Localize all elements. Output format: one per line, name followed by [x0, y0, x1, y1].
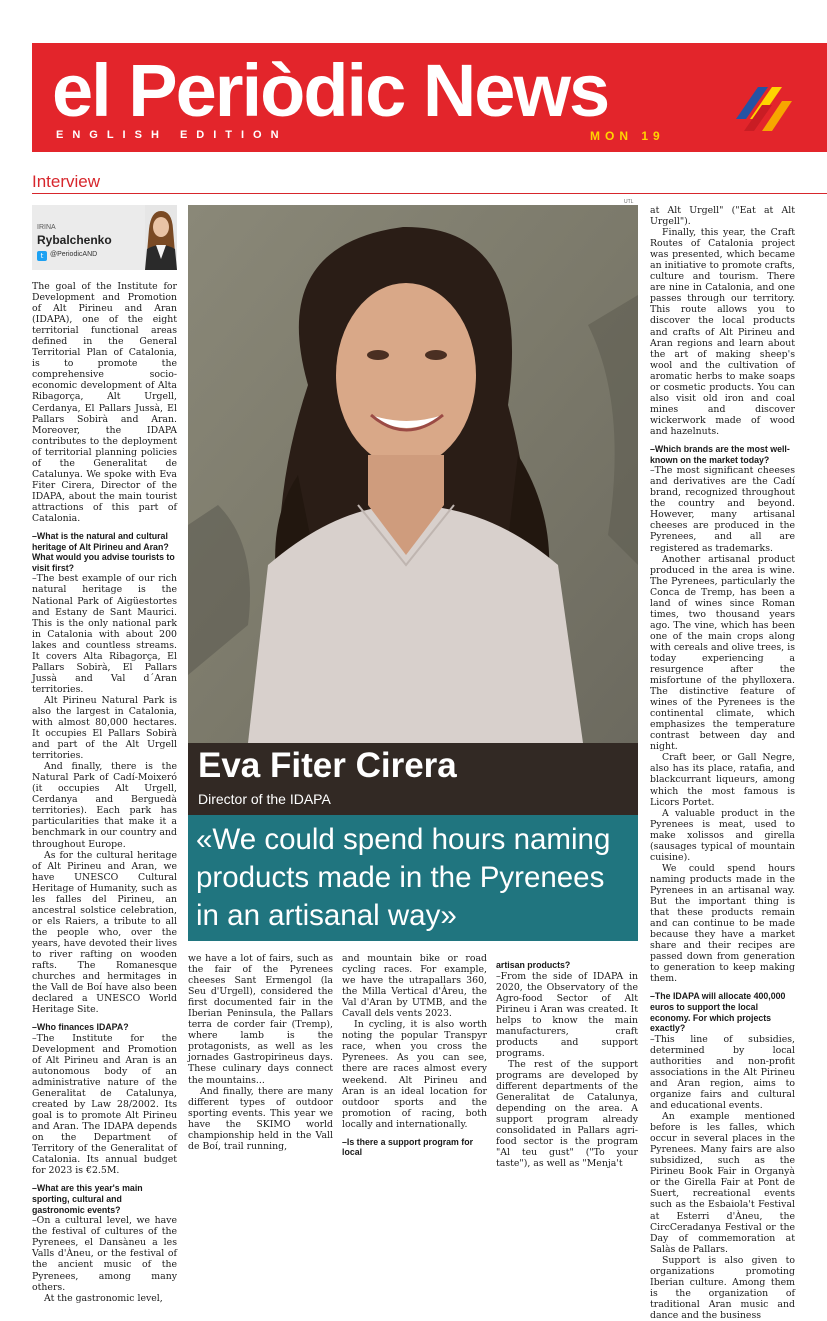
- author-handle[interactable]: @PeriodicAND: [50, 251, 98, 258]
- paragraph: at Alt Urgell" ("Eat at Alt Urgell").: [650, 205, 795, 228]
- masthead-date: MON 19: [590, 129, 665, 143]
- paragraph: An example mentioned before is les falles, which occur in several places in the Pyrenees. Many fairs are also subsidized, such as the Pirineu Book Fair in Organyà or the Girella Fair at Pont de Suert, recreational events such as the Esbaiola't Festival at Esterri d'Àneu, the CircCeradanya Festival or the Day of commemoration at Salàs de Pallars.: [650, 1111, 795, 1255]
- paragraph: A valuable product in the Pyrenees is meat, used to make xolissos and girella (sausages typical of mountain cuisine).: [650, 807, 795, 863]
- masthead-title: el Periòdic News: [52, 49, 609, 132]
- paragraph: –The best example of our rich natural heritage is the National Park of Aigüestortes and Estany de Sant Maurici. This is the only national park in Catalonia with about 200 lakes and countless streams. It covers Alta Ribagorça, El Pallars Sobirà, El Pallars Jussà and Val d´Aran territories.: [32, 573, 177, 695]
- question-heading: –Who finances IDAPA?: [32, 1022, 129, 1033]
- twitter-icon: t: [37, 251, 47, 261]
- paragraph: –On a cultural level, we have the festival of cultures of the Pyrenees, el Dansàneu a les Valls d'Àneu, or the festival of the ancient music of the Pyrenees, among many others.: [32, 1215, 177, 1293]
- photo-credit: UTL: [624, 199, 634, 205]
- interviewee-role: Director of the IDAPA: [198, 791, 331, 807]
- author-box: [32, 205, 177, 270]
- article-column-4: [496, 953, 638, 1169]
- paragraph: Craft beer, or Gall Negre, also has its place, ratafia, and blackcurrant liqueurs, among which the most famous is Licors Portet.: [650, 752, 795, 808]
- interviewee-name: Eva Fiter Cirera: [198, 746, 457, 785]
- article-column-1: [32, 281, 177, 1304]
- paragraph: As for the cultural heritage of Alt Pirineu and Aran, we have UNESCO Cultural Heritage of Humanity, such as les falles del Pirineu, an ancestral solstice celebration, or els Raiers, a tribute to all the people who, over the years, have devoted their lives to river rafting on wooden rafts. The Romanesque churches and hermitages in the Vall de Boí have also been declared a UNESCO World Heritage Site.: [32, 849, 177, 1016]
- paragraph: Support is also given to organizations promoting Iberian culture. Among them is the organization of traditional Aran music and dance and the business: [650, 1254, 795, 1321]
- paragraph: –The Institute for the Development and Promotion of Alt Pirineu and Aran is an autonomous body of an administrative nature of the Generalitat de Catalunya, created by Law 28/2002. Its goal is to promote Alt Pirineu and Aran. The IDAPA depends on the Department of Territory of the Generalitat of Catalonia. Its annual budget for 2023 is €2.5M.: [32, 1032, 177, 1177]
- question-heading: –Is there a support program for local: [342, 1136, 473, 1158]
- author-last-name: Rybalchenko: [37, 233, 112, 247]
- article-column-3: [342, 953, 487, 1158]
- paragraph: The goal of the Institute for Development and Promotion of Alt Pirineu and Aran (IDAPA), one of the eight territorial functional areas defined in the General Territorial Plan of Catalonia, is to promote the comprehensive socio-economic development of Alta Ribagorça, Alt Urgell, Cerdanya, El Pallars Jussà, El Pallars Sobirà and Aran. Moreover, the IDAPA contributes to the deployment of territorial planning policies of the Generalitat de Catalunya. We spoke with Eva Fiter Cirera, Director of the IDAPA, about the main tourist attractions of this part of Catalonia.: [32, 281, 177, 524]
- paragraph: –This line of subsidies, determined by local authorities and non-profit associations in the Alt Pirineu and Aran region, aims to organize fairs and cultural and educational events.: [650, 1033, 795, 1112]
- question-heading: artisan products?: [496, 960, 571, 970]
- author-first-name: IRINA: [37, 224, 56, 231]
- section-divider: [32, 193, 827, 194]
- brand-stripes-logo: [732, 73, 792, 133]
- article-column-2: [188, 953, 333, 1152]
- paragraph: The rest of the support programs are developed by different departments of the Generalitat de Catalunya, depending on the area. A support program already consolidated in Pallars agri-food sector is the program "Al teu gust" ("To your taste"), as well as "Menja't: [496, 1058, 638, 1170]
- interviewee-name-band: [188, 743, 638, 815]
- paragraph: Alt Pirineu Natural Park is also the largest in Catalonia, with almost 80,000 hectares. It occupies El Pallars Sobirà and part of the Alt Urgell territories.: [32, 694, 177, 762]
- paragraph: –From the side of IDAPA in 2020, the Observatory of the Agro-food Sector of Alt Pirineu i Aran was created. It helps to know the main manufacturers, craft products and support programs.: [496, 970, 638, 1059]
- interviewee-photo: [188, 205, 638, 743]
- article-column-5: [650, 205, 795, 1321]
- paragraph: Finally, this year, the Craft Routes of Catalonia project was presented, which became an initiative to promote crafts, culture and tourism. There are nine in Catalonia, and one passes through our territory. This route allows you to discover the local products and crafts of Alt Pirineu and Aran regions and learn about the art of making sheep's wool and the cultivation of aromatic herbs to make soaps or cosmetic products. You can also visit old iron and coal mines and discover wickerwork made of wood and hazelnuts.: [650, 227, 795, 437]
- question-heading: –What is the natural and cultural heritage of Alt Pirineu and Aran? What would you advise tourists to visit first?: [32, 531, 175, 573]
- paragraph: we have a lot of fairs, such as the fair of the Pyrenees cheeses Sant Ermengol (la Seu d'Urgell), considered the first documented fair in the Iberian Peninsula, the Pallars terra de corder fair (Tremp), where lamb is the protagonists, as well as les jornades Gastropirineus days. These culinary days connect the mountains...: [188, 953, 333, 1086]
- masthead: [32, 43, 827, 152]
- question-heading: –What are this year's main sporting, cultural and gastronomic events?: [32, 1183, 143, 1215]
- pull-quote-band: [188, 815, 638, 941]
- paragraph: And finally, there is the Natural Park of Cadí-Moixeró (it occupies Alt Urgell, Cerdanya and Berguedà territories). Each park has particularities that make it a benchmark in our country and throughout Europe.: [32, 761, 177, 850]
- paragraph: And finally, there are many different types of outdoor sporting events. This year we have the SKIMO world championship held in the Vall de Boí, trail running,: [188, 1085, 333, 1152]
- author-avatar: [145, 205, 177, 270]
- masthead-edition: ENGLISH EDITION: [56, 129, 288, 141]
- paragraph: –The most significant cheeses and derivatives are the Cadí brand, recognized throughout the country and beyond. However, many artisanal cheeses are produced in the Pyrenees, and all are registered as trademarks.: [650, 465, 795, 554]
- pull-quote: «We could spend hours naming products made in the Pyrenees in an artisanal way»: [196, 823, 611, 932]
- question-heading: –Which brands are the most well-known on the market today?: [650, 443, 790, 465]
- paragraph: and mountain bike or road cycling races. For example, we have the utrapallars 360, the Milla Vertical d'Àreu, the Val d'Aran by UTMB, and the Cavall dels vents 2023.: [342, 953, 487, 1020]
- paragraph: At the gastronomic level,: [44, 1292, 163, 1304]
- paragraph: We could spend hours naming products made in the Pyrenees in an artisanal way. But the important thing is that these products remain and can continue to be made because they have a market share and their recipes are passed down from generation to generation to keep making them.: [650, 862, 795, 985]
- paragraph: Another artisanal product produced in the area is wine. The Pyrenees, particularly the Conca de Tremp, has been a land of wines since Roman times, two thousand years ago. The vine, which has been one of the main crops along with cereals and olive trees, is today experiencing a resurgence after the misfortune of the phylloxera. The distinctive feature of wines of the Pyrenees is the continental climate, which emphasizes the temperature contrast between day and night.: [650, 553, 795, 753]
- question-heading: –The IDAPA will allocate 400,000 euros to support the local economy. For which projects exactly?: [650, 991, 786, 1034]
- paragraph: In cycling, it is also worth noting the popular Transpyr race, when you cross the Pyrenees. As you can see, there are races almost every weekend. Alt Pirineu and Aran is an ideal location for outdoor sports and the promotion of racing, both locally and internationally.: [342, 1019, 487, 1130]
- section-label: Interview: [32, 172, 101, 191]
